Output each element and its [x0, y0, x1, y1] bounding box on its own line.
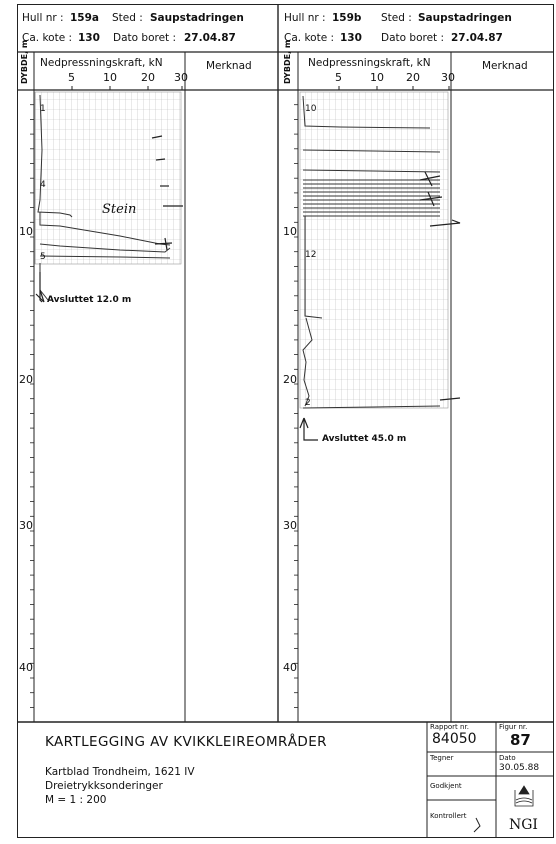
rapport-label: Rapport nr. — [430, 723, 469, 731]
right-kote-label: Ca. kote : — [284, 32, 335, 44]
right-tick-20: 20 — [406, 71, 420, 84]
right-sted-value: Saupstadringen — [418, 12, 512, 24]
left-sted-value: Saupstadringen — [150, 12, 244, 24]
dato-label: Dato — [499, 754, 516, 762]
right-dato-label: Dato boret : — [381, 32, 445, 44]
rapport-value: 84050 — [432, 731, 477, 747]
left-tick-20: 20 — [141, 71, 155, 84]
footer-line-2: Dreietrykksonderinger — [45, 780, 163, 792]
right-sted-label: Sted : — [381, 12, 412, 24]
right-end-note: Avsluttet 45.0 m — [322, 434, 407, 444]
left-kote-value: 130 — [78, 32, 100, 44]
kontrollert-label: Kontrollert — [430, 812, 467, 820]
left-depth-40: 40 — [19, 661, 33, 674]
right-remark-header: Merknad — [482, 60, 528, 72]
right-depth-40: 40 — [283, 661, 297, 674]
left-handwritten-note: Stein — [102, 202, 137, 217]
tegner-label: Tegner — [430, 754, 454, 762]
right-curve-number-2: 2 — [305, 398, 311, 408]
left-tick-30: 30 — [174, 71, 188, 84]
left-depth-20: 20 — [19, 373, 33, 386]
left-force-header: Nedpressningskraft, kN — [40, 57, 163, 69]
right-dato-value: 27.04.87 — [451, 32, 503, 44]
left-end-note: Avsluttet 12.0 m — [47, 295, 132, 305]
right-depth-20: 20 — [283, 373, 297, 386]
figur-label: Figur nr. — [499, 723, 528, 731]
right-depth-10: 10 — [283, 225, 297, 238]
footer-line-1: Kartblad Trondheim, 1621 IV — [45, 766, 195, 778]
left-curve-number-4: 4 — [40, 180, 46, 190]
right-hull-label: Hull nr : — [284, 12, 326, 24]
left-depth-30: 30 — [19, 519, 33, 532]
right-curve-number-10: 10 — [305, 104, 317, 114]
dato-value: 30.05.88 — [499, 763, 540, 773]
right-depth-header: DYBDE, m — [283, 39, 292, 84]
footer-line-3: M = 1 : 200 — [45, 794, 107, 806]
godkjent-label: Godkjent — [430, 782, 462, 790]
right-tick-30: 30 — [441, 71, 455, 84]
right-hull-value: 159b — [332, 12, 362, 24]
left-depth-10: 10 — [19, 225, 33, 238]
figur-value: 87 — [510, 731, 531, 749]
right-force-header: Nedpressningskraft, kN — [308, 57, 431, 69]
left-curve-number-5: 5 — [40, 252, 46, 262]
left-remark-header: Merknad — [206, 60, 252, 72]
left-dato-label: Dato boret : — [113, 32, 177, 44]
left-curve-number-1: 1 — [40, 104, 46, 114]
left-kote-label: Ca. kote : — [22, 32, 73, 44]
left-tick-5: 5 — [68, 71, 75, 84]
right-curve-number-12: 12 — [305, 250, 317, 260]
right-tick-10: 10 — [370, 71, 384, 84]
right-tick-5: 5 — [335, 71, 342, 84]
ngi-logo-text: NGI — [509, 817, 538, 833]
left-tick-10: 10 — [103, 71, 117, 84]
left-dato-value: 27.04.87 — [184, 32, 236, 44]
left-hull-label: Hull nr : — [22, 12, 64, 24]
right-depth-30: 30 — [283, 519, 297, 532]
right-kote-value: 130 — [340, 32, 362, 44]
footer-title: KARTLEGGING AV KVIKKLEIREOMRÅDER — [45, 734, 327, 750]
left-sted-label: Sted : — [112, 12, 143, 24]
left-hull-value: 159a — [70, 12, 100, 24]
left-depth-header: DYBDE, m — [20, 39, 29, 84]
